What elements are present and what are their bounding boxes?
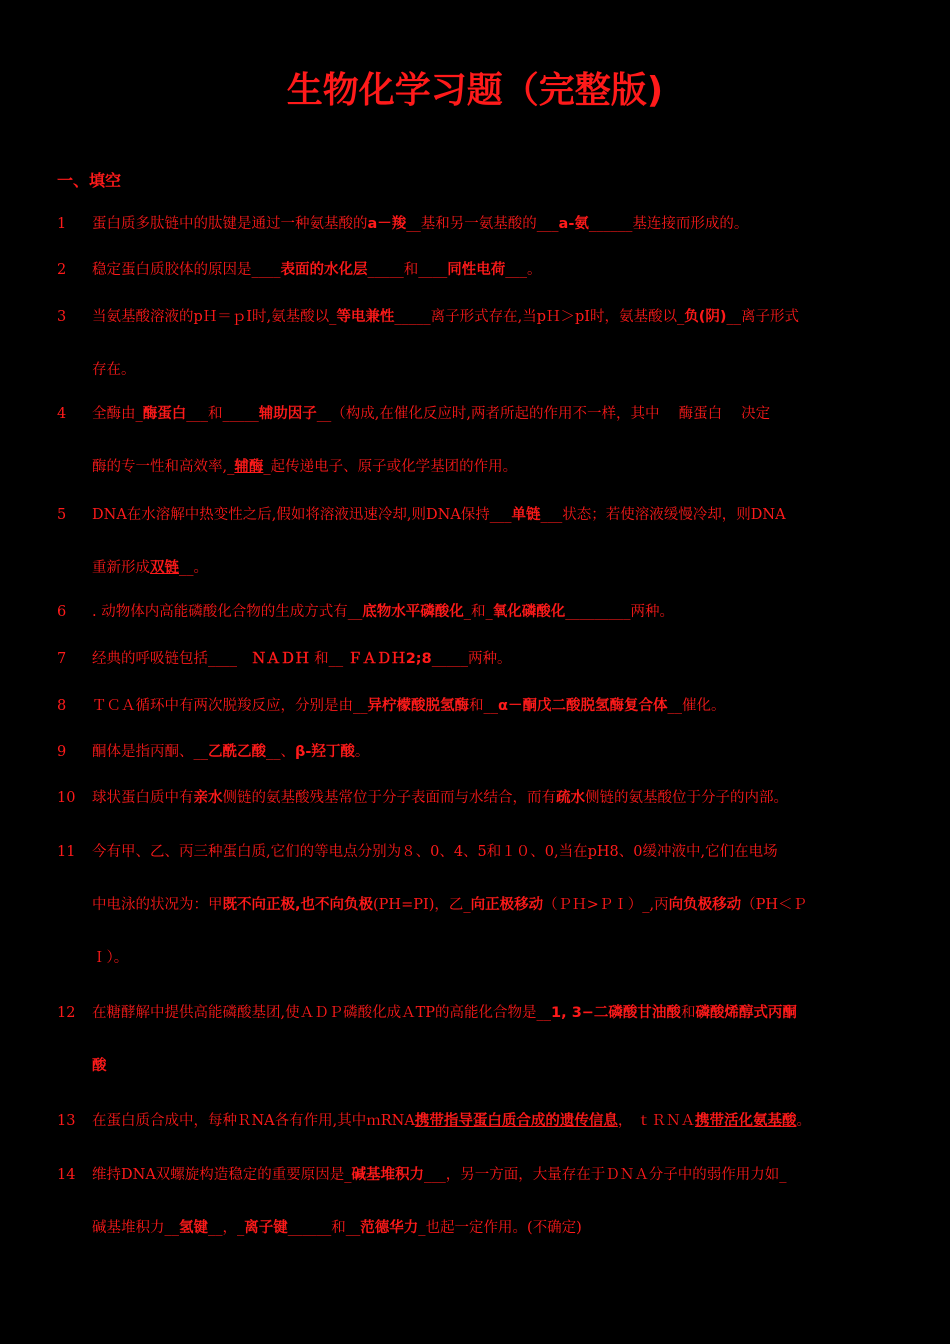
question-segment: (PH=PI)，乙_ <box>373 897 471 913</box>
question-segment: 碱基堆积力__ <box>92 1220 179 1236</box>
question-text <box>92 244 897 297</box>
question-segment: ___状态；若使溶液缓慢冷却，则DNA <box>540 507 786 523</box>
answer-text: 向负极移动 <box>668 897 742 913</box>
question-segment: ___，另一方面，大量存在于ＤＮＡ分子中的弱作用力如_ <box>424 1167 787 1183</box>
question-segment: _和_ <box>463 604 493 620</box>
question-text <box>92 291 897 397</box>
question-number: 9 <box>57 744 67 760</box>
question-segment: 重新形成 <box>92 560 150 576</box>
question-number: 6 <box>57 604 67 620</box>
question-text <box>92 1095 897 1148</box>
answer-text: 碱基堆积力 <box>351 1167 425 1183</box>
answer-text: 氧化磷酸化 <box>492 604 566 620</box>
question-line <box>92 489 897 542</box>
question-segment: 。 <box>354 744 370 760</box>
question-line <box>92 291 897 344</box>
answer-text: α－酮戊二酸脱氢酶复合体 <box>498 698 668 714</box>
question-segment: 今有甲、乙、丙三种蛋白质,它们的等电点分别为８、0、4、5和１０、0,当在pH8、0缓冲液中,它们在电场 <box>92 844 778 860</box>
question-number: 5 <box>57 507 67 523</box>
question-line <box>92 441 897 494</box>
answer-text: ＮＡＤＨ <box>251 651 310 667</box>
answer-text: 乙酰乙酸 <box>208 744 266 760</box>
answer-text: 表面的水化层 <box>280 262 368 278</box>
question-segment: 侧链的氨基酸位于分子的内部。 <box>585 790 788 806</box>
question-text <box>92 826 897 985</box>
question-segment: Ｉ）。 <box>92 950 129 966</box>
question-line <box>92 1202 897 1255</box>
question-line <box>92 987 897 1040</box>
question-line <box>92 1040 897 1093</box>
question-segment: _____离子形式存在,当pＨ＞pI时，氨基酸以_ <box>394 309 685 325</box>
answer-text: 单链 <box>511 507 541 523</box>
question-line <box>92 879 897 932</box>
question-text <box>92 586 897 639</box>
question-segment: ______和__ <box>287 1220 361 1236</box>
question-segment: __（构成,在催化反应时,两者所起的作用不一样，其中 酶蛋白 决定 <box>316 406 771 422</box>
question-segment: 在蛋白质合成中，每种ＲNA各有作用,其中ｍRNA <box>92 1113 415 1129</box>
question-segment: ______基连接而形成的。 <box>588 216 749 232</box>
question-segment: 和__ <box>309 651 348 667</box>
question-number: 2 <box>57 262 67 278</box>
answer-text: a－羧 <box>367 216 407 232</box>
answer-text: 辅助因子 <box>258 406 317 422</box>
question-line <box>92 388 897 441</box>
answer-text: 范德华力 <box>360 1220 419 1236</box>
answer-text: 底物水平磷酸化 <box>362 604 464 620</box>
question-segment: 经典的呼吸链包括____ <box>92 651 252 667</box>
question-segment: 全酶由_ <box>92 406 143 422</box>
question-segment: 和__ <box>469 698 498 714</box>
question-segment: DNA在水溶解中热变性之后,假如将溶液迅速冷却,则DNA保持___ <box>92 507 512 523</box>
answer-text: 同性电荷 <box>447 262 506 278</box>
question-line <box>92 826 897 879</box>
answer-text: 向正极移动 <box>470 897 544 913</box>
question-segment: __，_ <box>208 1220 245 1236</box>
section-heading: 一、填空 <box>57 171 122 190</box>
question-line <box>92 633 897 686</box>
question-segment: （ＰＨ>ＰＩ）_,丙 <box>543 897 669 913</box>
answer-text: 等电兼性 <box>336 309 395 325</box>
question-segment: 球状蛋白质中有 <box>92 790 194 806</box>
question-text <box>92 987 897 1093</box>
question-segment: 蛋白质多肽链中的肽键是通过一种氨基酸的 <box>92 216 368 232</box>
question-number: 7 <box>57 651 67 667</box>
question-line <box>92 244 897 297</box>
question-segment: 侧链的氨基酸残基常位于分子表面而与水结合，而有 <box>222 790 556 806</box>
question-text <box>92 489 897 595</box>
question-segment: 当氨基酸溶液的pＨ＝ｐI时,氨基酸以_ <box>92 309 337 325</box>
question-segment: _也起一定作用。(不确定) <box>418 1220 582 1236</box>
question-segment: 维持DNA双螺旋构造稳定的重要原因是_ <box>92 1167 352 1183</box>
question-text <box>92 1149 897 1255</box>
answer-text: 辅酶 <box>234 459 264 475</box>
question-segment: 酶的专一性和高效率,_ <box>92 459 235 475</box>
answer-text: 离子键 <box>244 1220 288 1236</box>
answer-text: a-氨 <box>558 216 589 232</box>
answer-text: β-羟丁酸 <box>295 744 355 760</box>
answer-text: 亲水 <box>193 790 223 806</box>
question-number: 11 <box>57 844 76 860</box>
answer-text: 双链 <box>150 560 179 576</box>
question-number: 4 <box>57 406 67 422</box>
question-segment: 在糖酵解中提供高能磷酸基团,使ＡＤＰ磷酸化成ＡTP的高能化合物是__ <box>92 1005 552 1021</box>
question-number: 13 <box>57 1113 76 1129</box>
answer-text: 疏水 <box>556 790 585 806</box>
answer-text: 携带活化氨基酸 <box>694 1113 797 1129</box>
question-line <box>92 586 897 639</box>
question-number: 3 <box>57 309 67 325</box>
answer-text: 异柠檬酸脱氢酶 <box>367 698 469 714</box>
question-segment: 和 <box>680 1005 696 1021</box>
question-segment: _起传递电子、原子或化学基团的作用。 <box>263 459 518 475</box>
answer-text: 携带指导蛋白质合成的遗传信息 <box>414 1113 618 1129</box>
answer-text: 酸 <box>92 1058 107 1074</box>
question-segment: __、 <box>266 744 295 760</box>
question-segment: _____两种。 <box>431 651 512 667</box>
question-line <box>92 932 897 985</box>
question-segment: （PH＜Ｐ <box>741 897 808 913</box>
question-line <box>92 1149 897 1202</box>
question-text <box>92 633 897 686</box>
answer-text: 氢键 <box>179 1220 208 1236</box>
answer-text: 磷酸烯醇式丙酮 <box>695 1005 797 1021</box>
question-segment: 稳定蛋白质胶体的原因是____ <box>92 262 281 278</box>
question-text <box>92 772 897 825</box>
question-segment: . 动物体内高能磷酸化合物的生成方式有__ <box>92 604 363 620</box>
question-line <box>92 772 897 825</box>
question-number: 14 <box>57 1167 76 1183</box>
question-number: 8 <box>57 698 67 714</box>
question-segment: 存在。 <box>92 362 136 378</box>
question-segment: 中电泳的状况为：甲 <box>92 897 223 913</box>
question-number: 10 <box>57 790 76 806</box>
answer-text: ＦＡＤＨ2;8 <box>347 651 432 667</box>
question-segment: 酮体是指丙酮、__ <box>92 744 208 760</box>
page-title: 生物化学习题（完整版) <box>286 70 664 111</box>
question-segment: 。 <box>796 1113 811 1129</box>
question-segment: _________两种。 <box>565 604 674 620</box>
question-segment: __催化。 <box>667 698 726 714</box>
question-number: 1 <box>57 216 67 232</box>
question-text <box>92 388 897 494</box>
question-line <box>92 1095 897 1148</box>
question-segment: ___。 <box>505 262 542 278</box>
question-number: 12 <box>57 1005 76 1021</box>
question-segment: ___和_____ <box>186 406 259 422</box>
question-segment: __离子形式 <box>726 309 800 325</box>
answer-text: 1, 3−二磷酸甘油酸 <box>551 1005 681 1021</box>
question-segment: ＴＣＡ循环中有两次脱羧反应，分别是由__ <box>92 698 368 714</box>
question-segment: _____和____ <box>367 262 448 278</box>
answer-text: 酶蛋白 <box>142 406 187 422</box>
question-segment: __。 <box>179 560 208 576</box>
question-segment: __基和另一氨基酸的___ <box>406 216 559 232</box>
answer-text: 负(阴) <box>684 309 727 325</box>
answer-text: 既不向正极,也不向负极 <box>222 897 374 913</box>
question-segment: ， ｔＲＮＡ <box>617 1113 695 1129</box>
